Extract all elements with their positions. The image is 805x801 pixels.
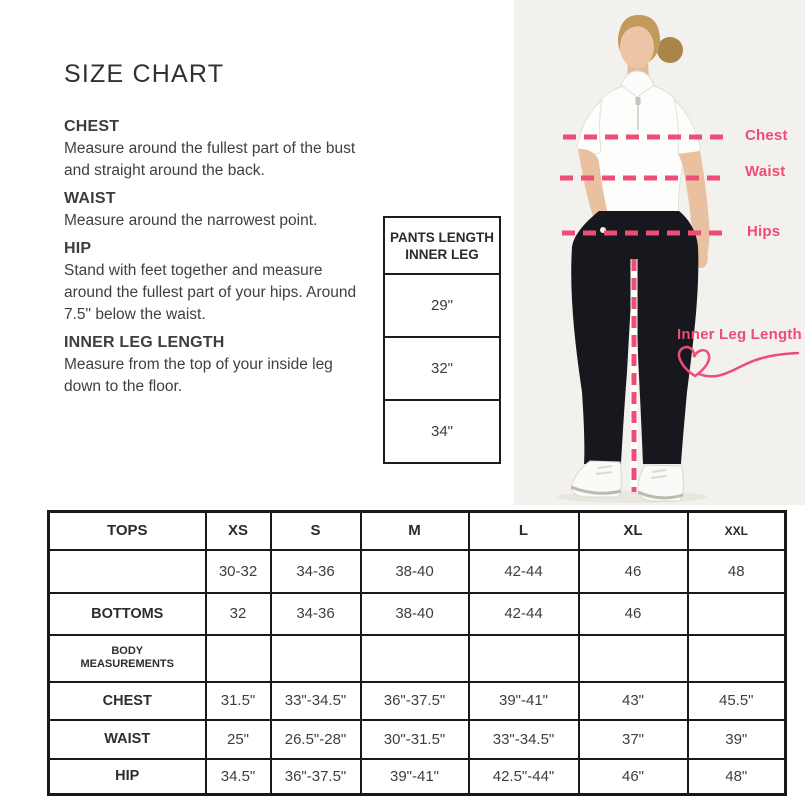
table-cell: 33"-34.5" xyxy=(469,720,579,759)
table-cell: 34-36 xyxy=(271,550,361,593)
pants-length-header-line1: PANTS LENGTH xyxy=(390,229,494,245)
table-cell xyxy=(688,635,786,682)
instruction-body: Measure around the narrowest point. xyxy=(64,212,318,229)
row-label-waist: WAIST xyxy=(49,720,206,759)
instruction-heading: WAIST xyxy=(64,190,116,207)
size-table xyxy=(47,510,787,796)
table-cell: 30"-31.5" xyxy=(361,720,469,759)
hip-measurements-row xyxy=(49,759,786,795)
table-cell: 36"-37.5" xyxy=(271,759,361,795)
table-cell xyxy=(361,635,469,682)
table-cell xyxy=(688,593,786,635)
column-header-xxl: XXL xyxy=(688,512,786,550)
table-cell: 42.5"-44" xyxy=(469,759,579,795)
pants-length-value: 32" xyxy=(385,338,499,401)
instruction-body: Measure from the top of your inside leg down to the floor. xyxy=(64,356,333,395)
measurement-instructions xyxy=(64,118,362,406)
table-cell: 46 xyxy=(579,593,688,635)
table-cell xyxy=(49,550,206,593)
table-cell: 45.5" xyxy=(688,682,786,720)
waist-annotation-label: Waist xyxy=(745,163,786,180)
table-cell xyxy=(206,635,271,682)
size-table-header-row xyxy=(49,512,786,550)
table-cell xyxy=(271,635,361,682)
table-cell: 34.5" xyxy=(206,759,271,795)
instruction-heading: INNER LEG LENGTH xyxy=(64,334,225,351)
row-label-bottoms: BOTTOMS xyxy=(49,593,206,635)
table-cell: 38-40 xyxy=(361,550,469,593)
pants-length-header-line2: INNER LEG xyxy=(405,246,479,262)
hips-annotation-label: Hips xyxy=(747,223,781,240)
inner-leg-annotation-label: Inner Leg Length xyxy=(677,326,802,343)
instruction-heading: CHEST xyxy=(64,118,120,135)
table-cell xyxy=(579,635,688,682)
table-cell: 48 xyxy=(688,550,786,593)
waist-measurements-row xyxy=(49,720,786,759)
instruction-chest xyxy=(64,118,362,182)
instruction-heading: HIP xyxy=(64,240,92,257)
pants-length-value: 29" xyxy=(385,275,499,338)
table-cell: 38-40 xyxy=(361,593,469,635)
table-cell: 46" xyxy=(579,759,688,795)
table-cell xyxy=(469,635,579,682)
table-cell: 36"-37.5" xyxy=(361,682,469,720)
instruction-waist xyxy=(64,190,362,232)
instruction-inner-leg xyxy=(64,334,362,398)
table-cell: 32 xyxy=(206,593,271,635)
table-cell: 37" xyxy=(579,720,688,759)
column-header-s: S xyxy=(271,512,361,550)
table-cell: 33"-34.5" xyxy=(271,682,361,720)
column-header-tops: TOPS xyxy=(49,512,206,550)
table-cell: 39"-41" xyxy=(361,759,469,795)
table-cell: 39"-41" xyxy=(469,682,579,720)
table-cell: 30-32 xyxy=(206,550,271,593)
column-header-xs: XS xyxy=(206,512,271,550)
table-cell: 31.5" xyxy=(206,682,271,720)
table-cell: 43" xyxy=(579,682,688,720)
body-measurements-row xyxy=(49,635,786,682)
column-header-xl: XL xyxy=(579,512,688,550)
table-cell: 42-44 xyxy=(469,550,579,593)
table-cell: 26.5"-28" xyxy=(271,720,361,759)
hair-bun xyxy=(657,37,683,63)
page-title: SIZE CHART xyxy=(64,60,225,88)
instruction-body: Measure around the fullest part of the bust and straight around the back. xyxy=(64,140,356,179)
chest-measurements-row xyxy=(49,682,786,720)
pants-length-table-header xyxy=(385,218,499,275)
zipper-pull xyxy=(636,97,641,105)
face xyxy=(620,26,654,68)
model-figure-illustration xyxy=(514,0,805,505)
instruction-body: Stand with feet together and measure around the fullest part of your hips. Around 7.5" below the waist. xyxy=(64,262,357,323)
row-label-body-measurements xyxy=(49,635,206,682)
chest-annotation-label: Chest xyxy=(745,127,788,144)
table-cell: 25" xyxy=(206,720,271,759)
column-header-l: L xyxy=(469,512,579,550)
row-label-text: BODY MEASUREMENTS xyxy=(80,645,174,670)
table-cell: 42-44 xyxy=(469,593,579,635)
row-label-hip: HIP xyxy=(49,759,206,795)
row-label-chest: CHEST xyxy=(49,682,206,720)
table-cell: 34-36 xyxy=(271,593,361,635)
instruction-hip xyxy=(64,240,362,326)
table-cell: 39" xyxy=(688,720,786,759)
pants-length-value: 34" xyxy=(430,423,453,440)
bottoms-sizes-row xyxy=(49,593,786,635)
tops-sizes-row xyxy=(49,550,786,593)
table-cell: 48" xyxy=(688,759,786,795)
table-cell: 46 xyxy=(579,550,688,593)
pants-length-table xyxy=(383,216,501,464)
model-photo xyxy=(514,0,805,505)
column-header-m: M xyxy=(361,512,469,550)
